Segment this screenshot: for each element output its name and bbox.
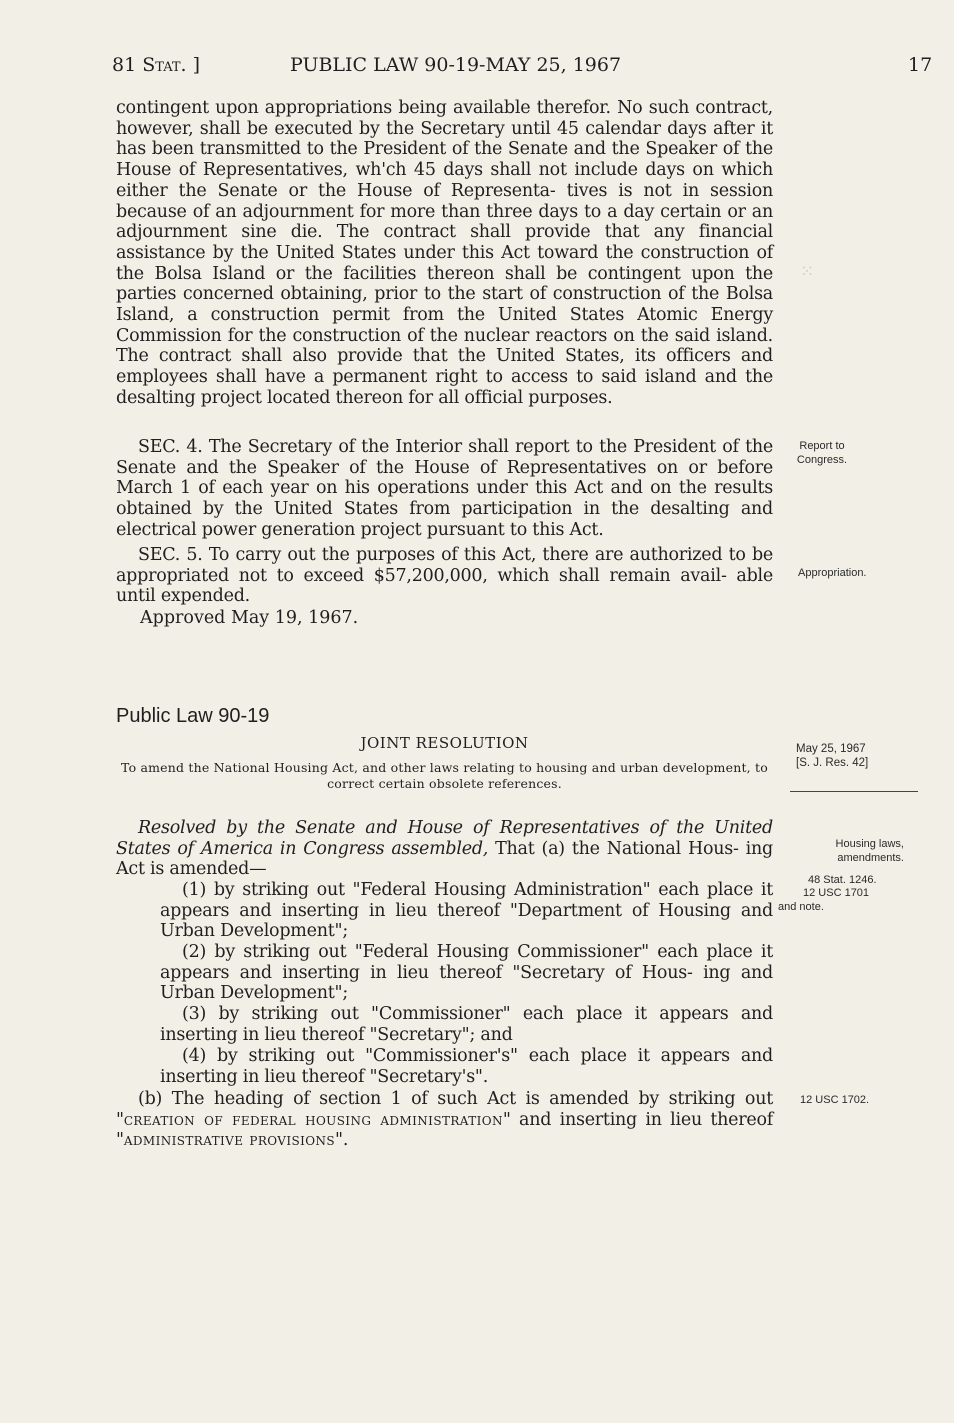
margin-note-date: [796, 743, 916, 770]
bleed-through-mark: ⁙: [800, 262, 815, 282]
margin-note-housing: Housing laws, amendments.: [835, 838, 904, 864]
new-heading: administrative provisions: [123, 1130, 336, 1151]
resolving-clause: [116, 818, 773, 880]
running-header: PUBLIC LAW 90-19-MAY 25, 1967: [290, 54, 622, 76]
divider: [790, 791, 918, 792]
margin-note-usc-1701: 12 USC 1701: [803, 887, 870, 899]
joint-resolution-heading: JOINT RESOLUTION: [360, 734, 529, 752]
section-3-continued: contingent upon appropriations being available therefor. No such contract, however, shall be executed by the Secretary until 45 calendar days after it has been transmitted to the President of the Senate and the Speaker of the House of Representatives, wh'ch 45 days shall not include days on which either the Senate or the House of Representa- tives is not in session because of an adjournment for more than three days to a day certain or an adjournment sine die. The contract shall provide that any financial assistance by the United States under this Act toward the construction of the Bolsa Island or the facilities thereon shall be contingent upon the parties concerned obtaining, prior to the start of construction of the Bolsa Island, a construction permit from the United States Atomic Energy Commission for the construction of the nuclear reactors on the said island. The contract shall also provide that the United States, its officers and employees shall have a permanent right to access to said island and the desalting project located thereon for all official purposes.: [116, 98, 773, 408]
public-law-title: Public Law 90-19: [116, 705, 270, 727]
amendment-item: (3) by striking out "Commissioner" each place it appears and inserting in lieu thereof "Secretary"; and: [160, 1004, 773, 1045]
old-heading: creation of federal housing administration: [123, 1109, 503, 1130]
amendment-item: (4) by striking out "Commissioner's" each place it appears and inserting in lieu thereof "Secretary's".: [160, 1046, 773, 1087]
resolution-purpose: To amend the National Housing Act, and other laws relating to housing and urban development, to correct certain obsolete references.: [121, 760, 768, 791]
amendment-item: (1) by striking out "Federal Housing Administration" each place it appears and inserting in lieu thereof "Department of Housing and Urban Development";: [160, 880, 773, 942]
part-b: (b) The heading of section 1 of such Act is amended by striking out "creation of federal housing administration" and inserting in lieu thereof "administrative provisions".: [116, 1089, 773, 1151]
page-number: 17: [908, 54, 933, 76]
margin-note-report: Report to Congress.: [796, 440, 848, 466]
section-4: SEC. 4. The Secretary of the Interior shall report to the President of the Senate and the Speaker of the House of Representatives on or before March 1 of each year on his operations under this Act and on the results obtained by the United States from participation in the desalting and electrical power generation project pursuant to this Act.: [116, 437, 773, 540]
section-5: SEC. 5. To carry out the purposes of this Act, there are authorized to be appropriated not to exceed $57,200,000, which shall remain avail- able until expended.: [116, 545, 773, 607]
amendment-item: (2) by striking out "Federal Housing Commissioner" each place it appears and inserting in lieu thereof "Secretary of Hous- ing and Urban Development";: [160, 942, 773, 1004]
margin-note-appropriation: Appropriation.: [798, 567, 867, 579]
bill-number: [S. J. Res. 42]: [796, 756, 869, 769]
margin-note-and-note: and note.: [778, 901, 824, 913]
volume-reference: 81 Stat. ]: [112, 54, 201, 76]
enactment-date: May 25, 1967: [796, 743, 866, 755]
margin-note-statute: 48 Stat. 1246.: [808, 874, 877, 886]
enacting-formula: Resolved by the Senate and House of Representatives of the United States of America in Congress assembled,: [116, 818, 773, 859]
approval-date: Approved May 19, 1967.: [140, 608, 359, 628]
resolving-clause-text: That (a) the National Hous- ing Act is amended—: [116, 838, 773, 880]
margin-note-usc-1702: 12 USC 1702.: [800, 1094, 870, 1106]
